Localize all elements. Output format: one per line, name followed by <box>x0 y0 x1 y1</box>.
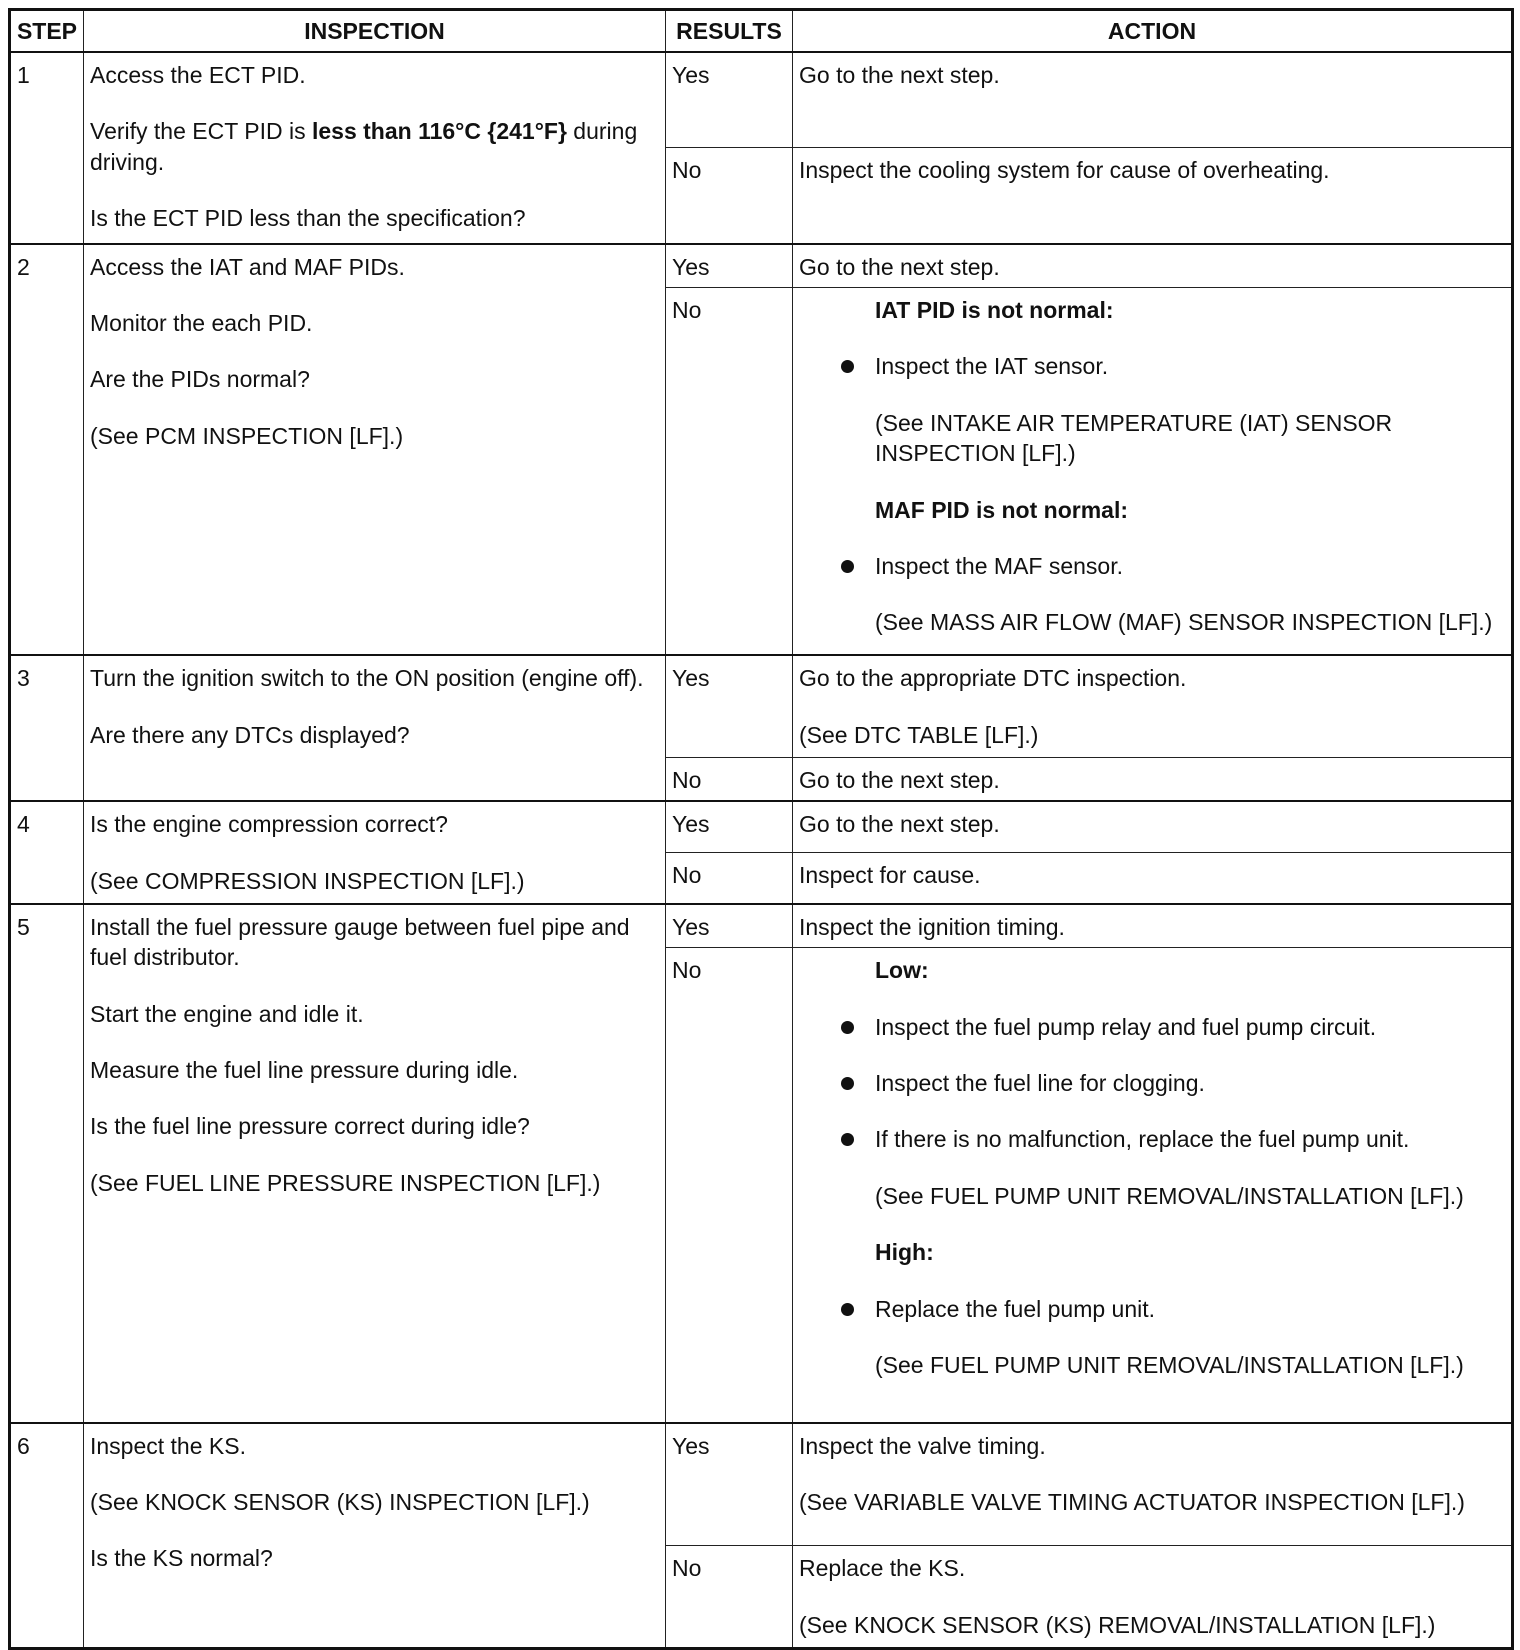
header-results: RESULTS <box>666 10 793 53</box>
inspection-cell <box>84 244 666 656</box>
action-no <box>793 757 1513 801</box>
text-line: Are the PIDs normal? <box>90 366 310 393</box>
text-line: (See PCM INSPECTION [LF].) <box>90 422 404 449</box>
text-line: Is the fuel line pressure correct during idle? <box>90 1113 530 1140</box>
action-subheading: High: <box>875 1239 934 1266</box>
spec-value: less than 116°C {241°F} <box>311 118 567 145</box>
action-no <box>793 853 1513 904</box>
action-no <box>793 148 1513 244</box>
action-reference-note: (See FUEL PUMP UNIT REMOVAL/INSTALLATION [LF].) <box>875 1351 1464 1378</box>
step-number: 5 <box>10 904 84 1423</box>
text-line: Go to the next step. <box>799 253 1000 280</box>
text-line: Are there any DTCs displayed? <box>90 721 410 748</box>
text-line: (See VARIABLE VALVE TIMING ACTUATOR INSPECTION [LF].) <box>799 1489 1465 1515</box>
action-bullet-item: Replace the fuel pump unit. <box>875 1294 1505 1324</box>
step-row-4 <box>10 801 1513 852</box>
result-yes: Yes <box>666 801 793 852</box>
text-line: Start the engine and idle it. <box>90 1000 364 1027</box>
inspection-line-spec <box>90 116 659 177</box>
action-reference-note: (See FUEL PUMP UNIT REMOVAL/INSTALLATION [LF].) <box>875 1182 1464 1209</box>
text-line: Replace the KS. <box>799 1555 966 1582</box>
action-yes <box>793 801 1513 852</box>
text-line: (See KNOCK SENSOR (KS) INSPECTION [LF].) <box>90 1489 590 1515</box>
inspection-cell <box>84 1423 666 1649</box>
action-no <box>793 1546 1513 1649</box>
diagnostic-procedure-table <box>8 8 1514 1650</box>
text-line: (See FUEL LINE PRESSURE INSPECTION [LF].) <box>90 1169 601 1196</box>
step-number: 1 <box>10 52 84 244</box>
text-line: Is the KS normal? <box>90 1545 273 1572</box>
action-yes <box>793 52 1513 148</box>
text-line: Measure the fuel line pressure during idle. <box>90 1056 519 1083</box>
text-line: Inspect the KS. <box>90 1432 246 1459</box>
header-action: ACTION <box>793 10 1513 53</box>
action-no <box>793 288 1513 656</box>
action-bullet-item: If there is no malfunction, replace the fuel pump unit. <box>875 1124 1505 1154</box>
text-line: Monitor the each PID. <box>90 309 313 336</box>
text-line: (See COMPRESSION INSPECTION [LF].) <box>90 867 525 894</box>
action-yes <box>793 244 1513 288</box>
result-yes: Yes <box>666 904 793 948</box>
text-line: Inspect the ignition timing. <box>799 913 1065 940</box>
action-bullet-item: Inspect the MAF sensor. <box>875 551 1505 581</box>
header-inspection: INSPECTION <box>84 10 666 53</box>
text-line: (See DTC TABLE [LF].) <box>799 721 1039 748</box>
text-line: Go to the next step. <box>799 811 1000 838</box>
text-line: Is the ECT PID less than the specification? <box>90 205 526 232</box>
text-line: Inspect the cooling system for cause of overheating. <box>799 157 1330 184</box>
header-step: STEP <box>10 10 84 53</box>
table-header-row <box>10 10 1513 53</box>
action-bullet-item: Inspect the IAT sensor. <box>875 351 1505 381</box>
result-yes: Yes <box>666 1423 793 1546</box>
step-row-2 <box>10 244 1513 288</box>
action-yes <box>793 904 1513 948</box>
result-no: No <box>666 853 793 904</box>
inspection-cell <box>84 655 666 801</box>
step-row-6 <box>10 1423 1513 1546</box>
text-line: Inspect the valve timing. <box>799 1432 1046 1459</box>
text-line: Access the ECT PID. <box>90 62 306 88</box>
action-reference-note: (See INTAKE AIR TEMPERATURE (IAT) SENSOR INSPECTION [LF].) <box>875 409 1393 467</box>
text-line: Go to the next step. <box>799 766 1000 793</box>
action-subheading: MAF PID is not normal: <box>875 496 1128 523</box>
step-number: 3 <box>10 655 84 801</box>
step-row-1 <box>10 52 1513 148</box>
action-subheading: Low: <box>875 957 929 984</box>
step-row-5 <box>10 904 1513 948</box>
result-no: No <box>666 288 793 656</box>
text-line: Go to the next step. <box>799 62 1000 88</box>
result-yes: Yes <box>666 244 793 288</box>
spec-pre: Verify the ECT PID is <box>90 118 312 145</box>
inspection-cell <box>84 904 666 1423</box>
text-line: Is the engine compression correct? <box>90 811 448 838</box>
step-number: 4 <box>10 801 84 903</box>
step-number: 2 <box>10 244 84 656</box>
action-no <box>793 948 1513 1423</box>
result-no: No <box>666 1546 793 1649</box>
step-row-3 <box>10 655 1513 757</box>
action-bullet-item: Inspect the fuel pump relay and fuel pump circuit. <box>875 1012 1505 1042</box>
result-no: No <box>666 148 793 244</box>
action-subheading: IAT PID is not normal: <box>875 297 1114 324</box>
result-yes: Yes <box>666 52 793 148</box>
action-reference-note: (See MASS AIR FLOW (MAF) SENSOR INSPECTION [LF].) <box>875 609 1493 636</box>
result-no: No <box>666 948 793 1423</box>
inspection-cell <box>84 52 666 244</box>
text-line: Access the IAT and MAF PIDs. <box>90 253 405 280</box>
text-line: Install the fuel pressure gauge between fuel pipe and fuel distributor. <box>90 913 630 971</box>
text-line: (See KNOCK SENSOR (KS) REMOVAL/INSTALLATION [LF].) <box>799 1611 1436 1638</box>
action-yes <box>793 1423 1513 1546</box>
action-bullet-item: Inspect the fuel line for clogging. <box>875 1068 1505 1098</box>
step-number: 6 <box>10 1423 84 1649</box>
action-yes <box>793 655 1513 757</box>
inspection-cell <box>84 801 666 903</box>
text-line: Turn the ignition switch to the ON position (engine off). <box>90 665 644 692</box>
text-line: Go to the appropriate DTC inspection. <box>799 665 1187 692</box>
spec-post: during driving. <box>90 118 638 175</box>
result-no: No <box>666 757 793 801</box>
text-line: Inspect for cause. <box>799 862 981 889</box>
result-yes: Yes <box>666 655 793 757</box>
